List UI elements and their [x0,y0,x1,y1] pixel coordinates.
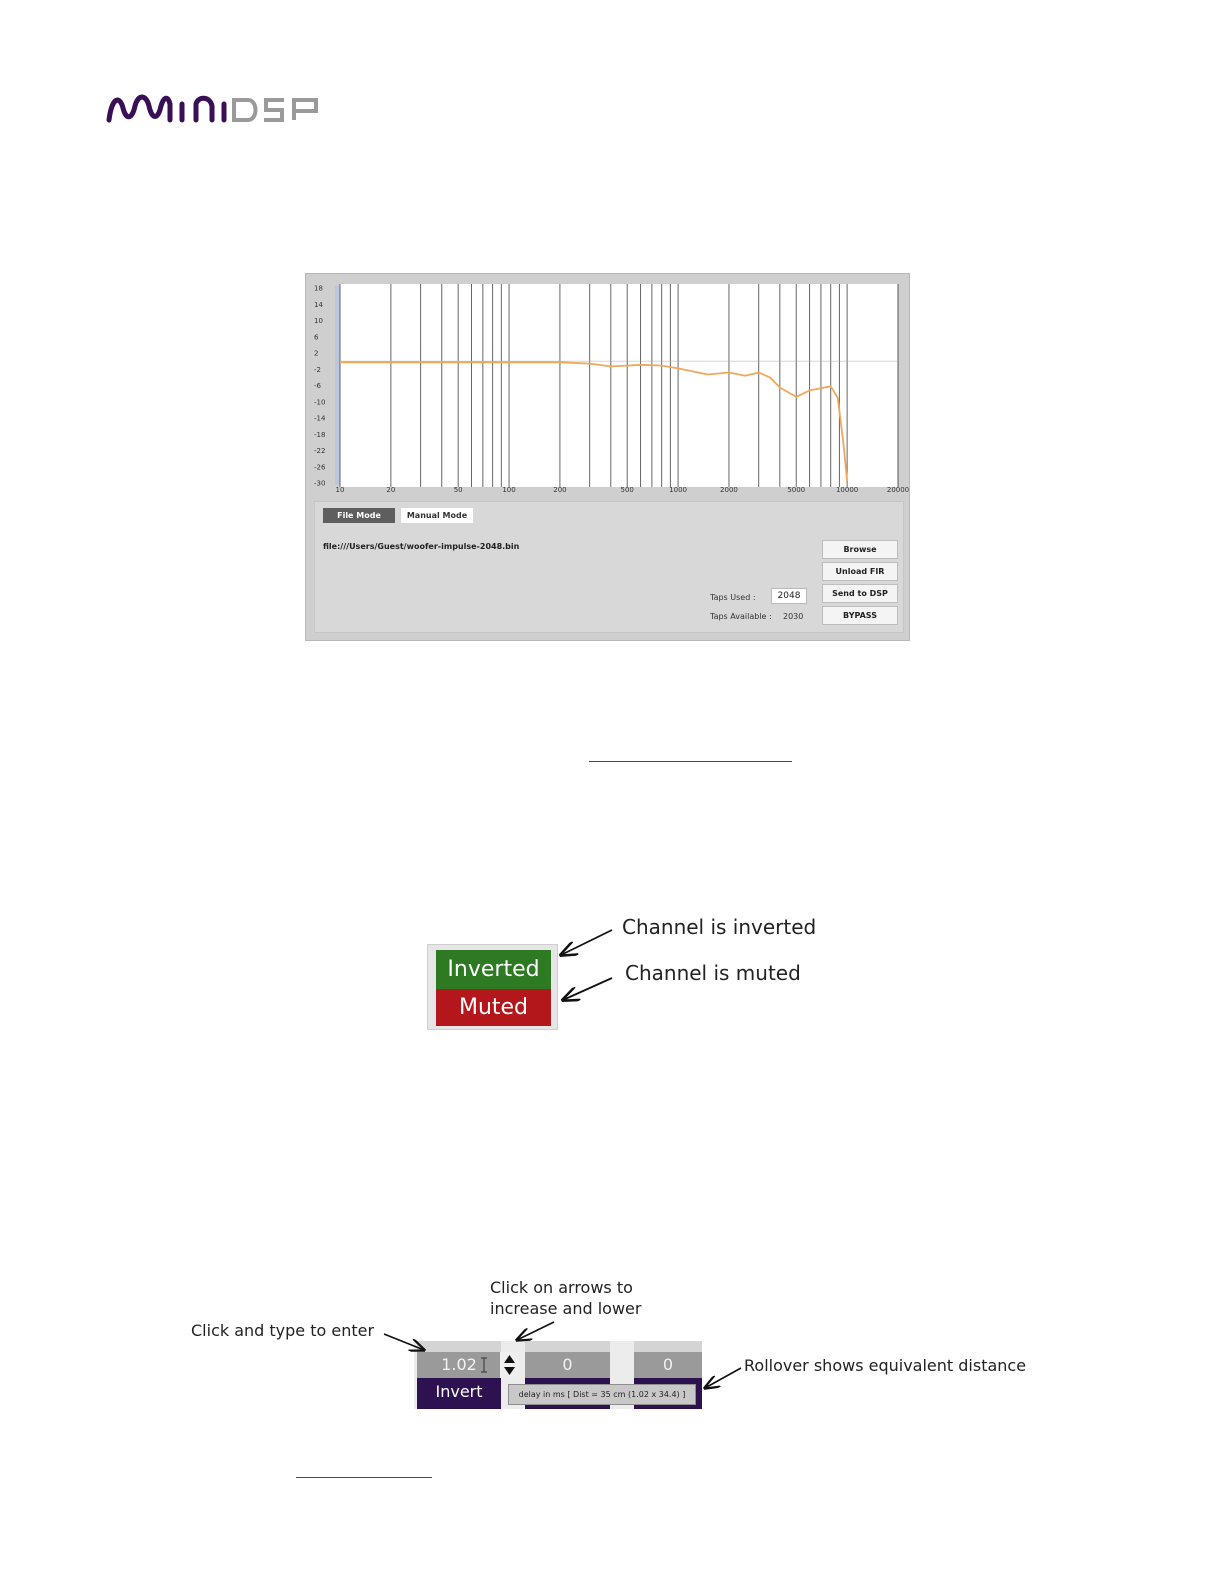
arrow-icon [517,1322,554,1340]
arrow-down-icon[interactable] [504,1367,515,1375]
delay-control-strip [414,1341,702,1409]
tab-file-mode[interactable]: File Mode [323,508,395,523]
taps-available-label: Taps Available : [710,612,772,621]
arrow-icon [705,1368,741,1388]
callout-arrows-line-2: increase and lower [490,1299,642,1318]
x-tick-label: 2000 [720,486,738,494]
inverted-indicator[interactable]: Inverted [436,950,551,989]
arrow-up-icon[interactable] [504,1355,515,1363]
callout-channel-muted: Channel is muted [625,961,801,985]
invert-button[interactable]: Invert [417,1378,501,1409]
delay-tooltip: delay in ms [ Dist = 35 cm (1.02 x 34.4) ] [508,1384,696,1405]
plot-area [340,284,898,487]
channel-status-box [427,944,558,1030]
y-tick-label: -22 [314,447,326,455]
y-tick-label: 14 [314,300,323,309]
x-tick-label: 200 [553,486,567,494]
y-tick-label: -6 [314,382,321,390]
x-tick-label: 5000 [787,486,806,494]
x-tick-label: 10 [335,486,345,494]
bypass-button[interactable]: BYPASS [822,606,898,625]
y-tick-label: 18 [314,284,323,293]
fir-filter-panel [305,273,910,641]
callout-arrows-line-1: Click on arrows to [490,1278,633,1297]
callout-arrows [490,1277,641,1319]
x-tick-label: 10000 [835,486,859,494]
delay-input-channel-3[interactable]: 0 [634,1352,702,1378]
hyperlink-underline[interactable] [296,1477,432,1478]
x-tick-label: 100 [502,486,516,494]
taps-available-value: 2030 [783,612,804,621]
callout-rollover: Rollover shows equivalent distance [744,1356,1027,1375]
taps-used-field: 2048 [771,588,807,604]
x-tick-label: 1000 [669,486,687,494]
muted-indicator[interactable]: Muted [436,989,551,1026]
frequency-response-chart [306,274,911,496]
x-tick-label: 20 [386,486,396,494]
y-tick-label: -30 [314,479,326,488]
hyperlink-underline[interactable] [589,761,792,762]
y-tick-label: -14 [314,414,326,423]
callout-channel-inverted: Channel is inverted [622,915,817,939]
delay-input-channel-1[interactable]: 1.02 [417,1352,501,1378]
y-tick-label: -18 [314,430,326,439]
minidsp-logo [106,86,326,126]
tab-manual-mode[interactable]: Manual Mode [401,508,473,523]
taps-used-label: Taps Used : [710,593,756,602]
arrow-icon [563,978,612,1000]
y-tick-label: 2 [314,349,319,358]
callout-click-type: Click and type to enter [191,1321,375,1340]
fir-controls-area [314,501,904,633]
browse-button[interactable]: Browse [822,540,898,559]
x-tick-label: 50 [453,486,463,494]
x-tick-label: 500 [620,486,634,494]
fir-file-path: file:///Users/Guest/woofer-impulse-2048.bin [323,542,520,551]
delay-input-channel-2[interactable]: 0 [525,1352,610,1378]
y-tick-label: -10 [314,398,326,407]
arrow-icon [561,930,612,955]
x-tick-label: 20000 [886,486,910,494]
y-tick-label: 6 [314,333,319,342]
y-tick-label: -2 [314,365,321,374]
y-tick-label: -26 [314,463,326,472]
delay-stepper[interactable] [500,1352,519,1378]
level-meter-bar [335,286,340,485]
send-to-dsp-button[interactable]: Send to DSP [822,584,898,603]
unload-fir-button[interactable]: Unload FIR [822,562,898,581]
text-cursor-icon [480,1357,488,1373]
y-tick-label: 10 [314,317,323,325]
